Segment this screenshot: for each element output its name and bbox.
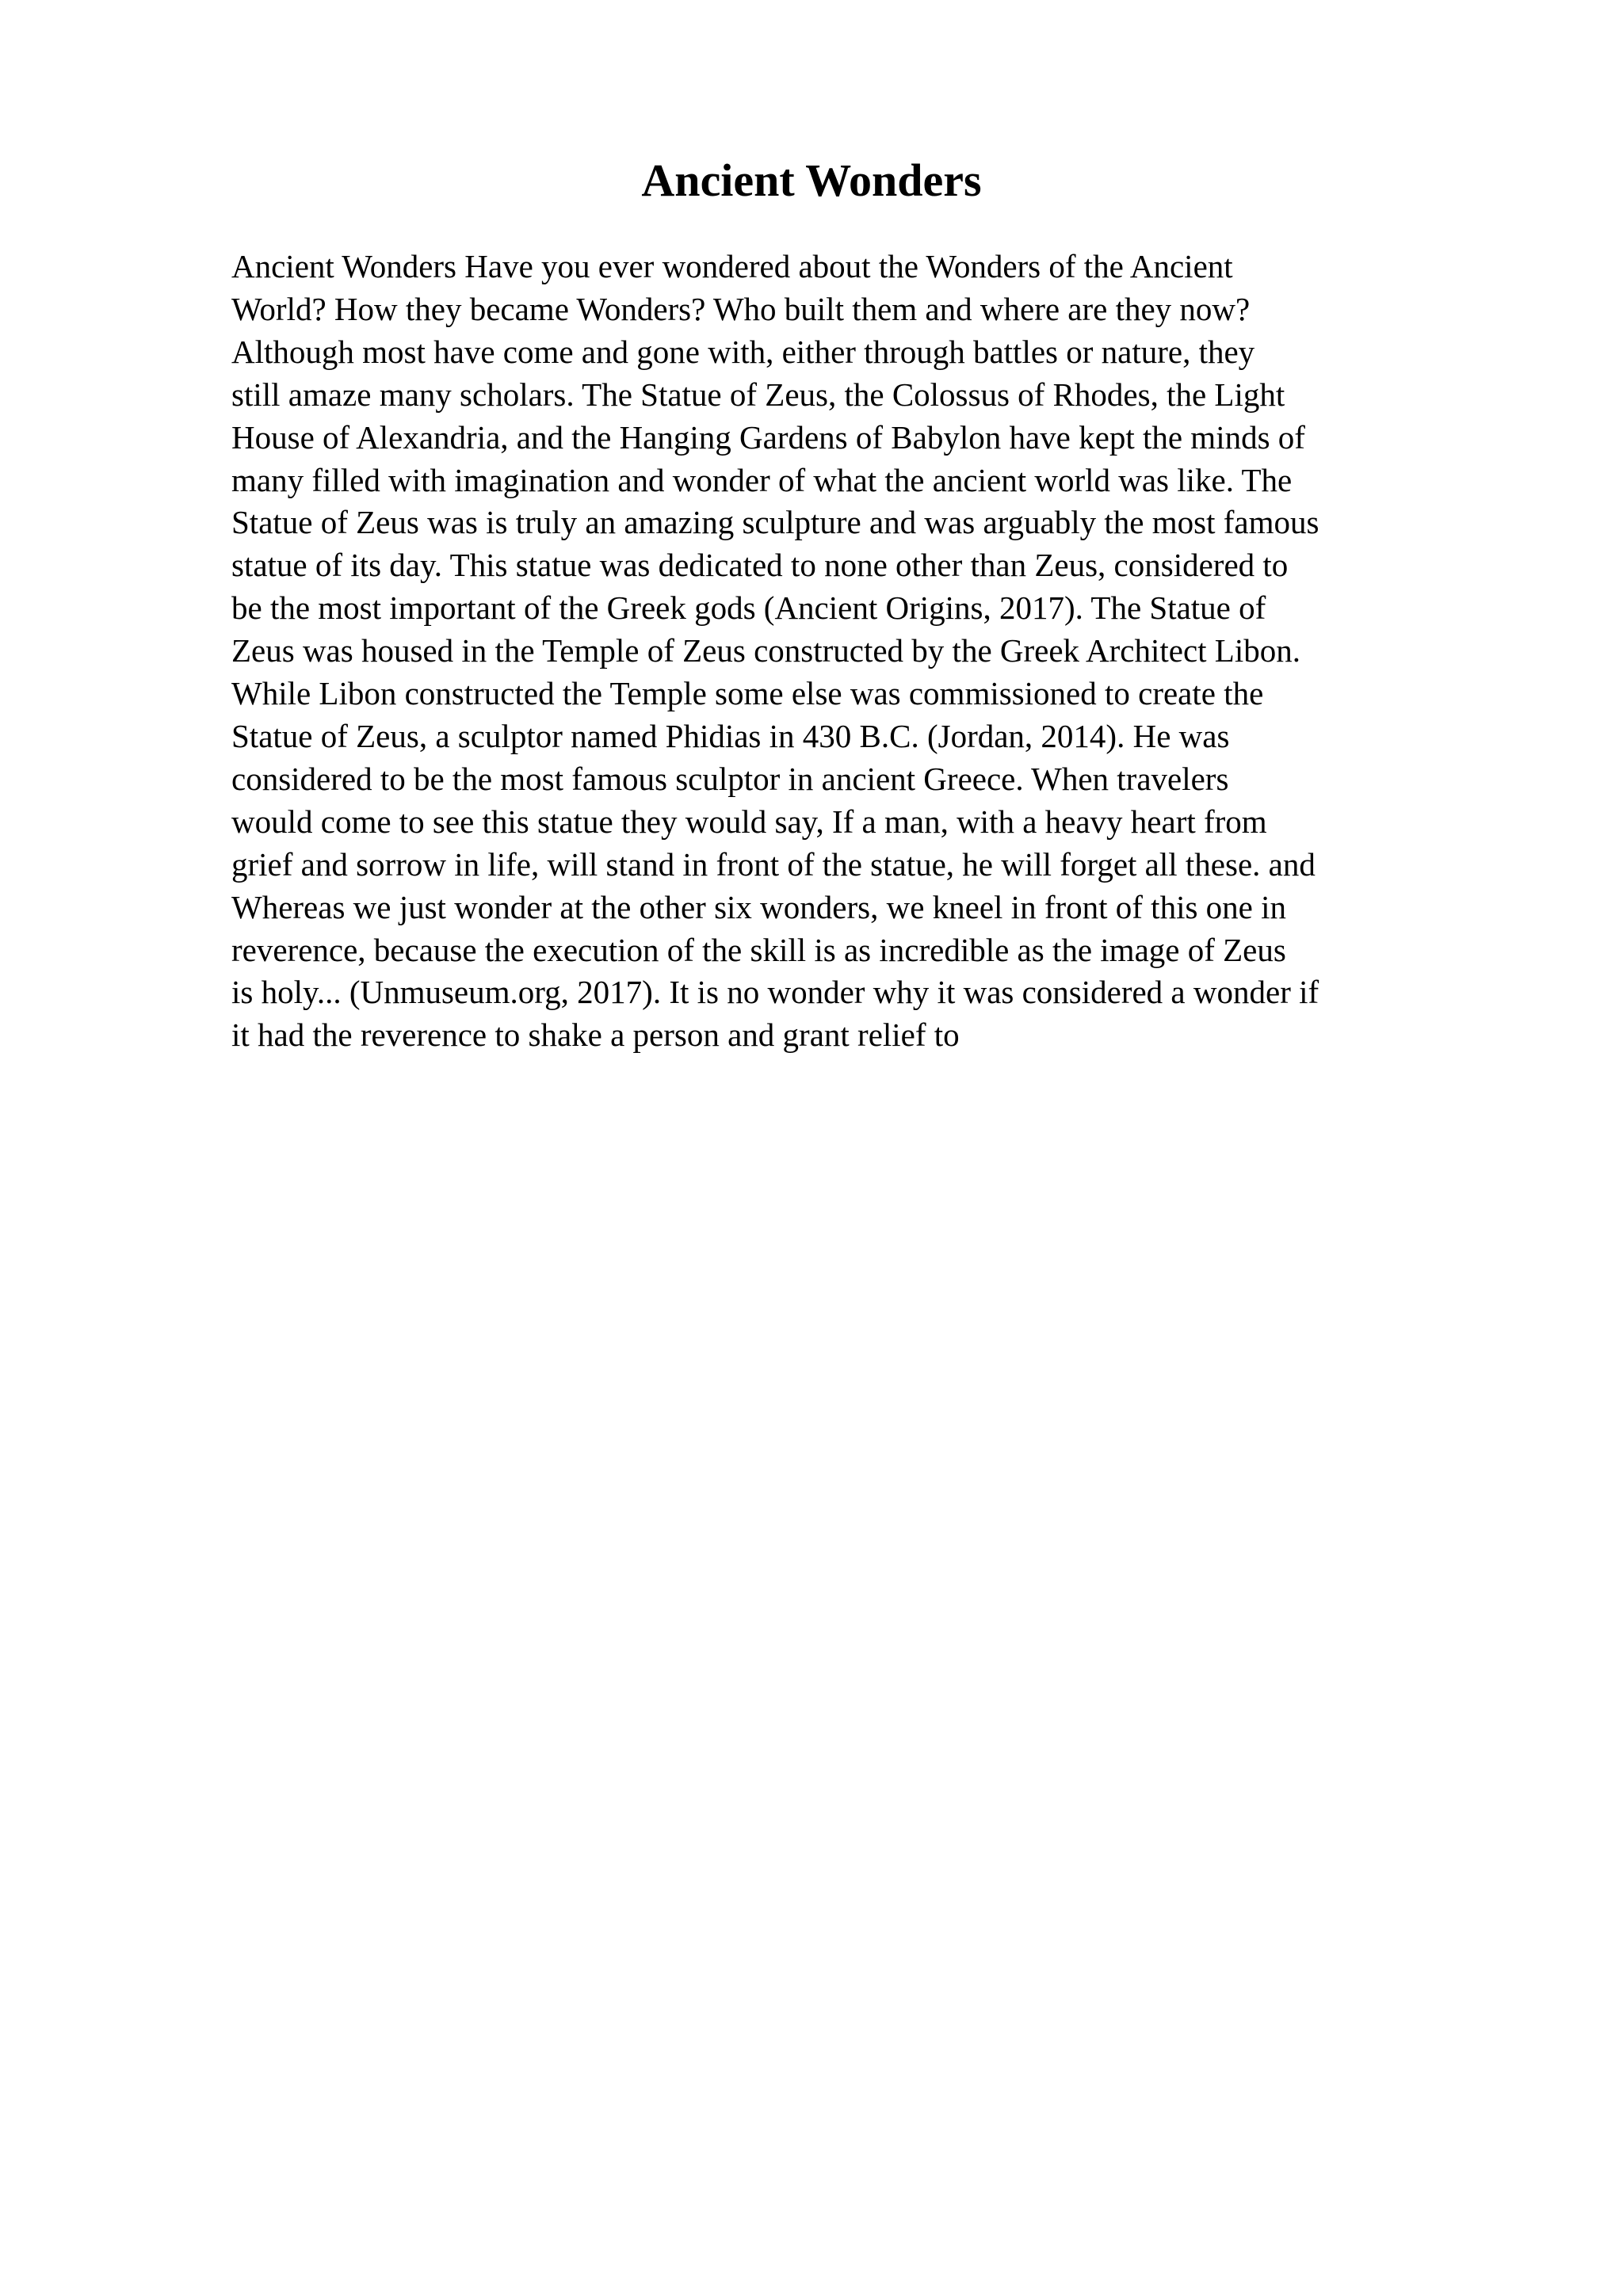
body-line: is holy... (Unmuseum.org, 2017). It is no wonder why it was considered a wonder if xyxy=(231,974,1319,1011)
body-line: Whereas we just wonder at the other six wonders, we kneel in front of this one in xyxy=(231,888,1286,925)
body-line: World? How they became Wonders? Who built them and where are they now? xyxy=(231,290,1251,327)
document-title: Ancient Wonders xyxy=(641,154,982,206)
body-line: House of Alexandria, and the Hanging Gardens of Babylon have kept the minds of xyxy=(231,418,1305,456)
body-line: would come to see this statue they would say, If a man, with a heavy heart from xyxy=(231,803,1267,840)
body-line: Although most have come and gone with, either through battles or nature, they xyxy=(231,333,1255,370)
document-body xyxy=(231,246,1499,1057)
body-line: many filled with imagination and wonder of what the ancient world was like. The xyxy=(231,461,1293,498)
body-line: Ancient Wonders Have you ever wondered about the Wonders of the Ancient xyxy=(231,248,1233,284)
body-line: Zeus was housed in the Temple of Zeus constructed by the Greek Architect Libon. xyxy=(231,632,1300,669)
body-line: Statue of Zeus was is truly an amazing sculpture and was arguably the most famous xyxy=(231,504,1319,541)
body-line: still amaze many scholars. The Statue of Zeus, the Colossus of Rhodes, the Light xyxy=(231,376,1285,413)
body-line: statue of its day. This statue was dedicated to none other than Zeus, considered to xyxy=(231,547,1289,584)
body-line: While Libon constructed the Temple some else was commissioned to create the xyxy=(231,675,1264,712)
body-line: grief and sorrow in life, will stand in front of the statue, he will forget all these. and xyxy=(231,845,1316,883)
body-line: Statue of Zeus, a sculptor named Phidias in 430 B.C. (Jordan, 2014). He was xyxy=(231,717,1230,754)
body-line: be the most important of the Greek gods (Ancient Origins, 2017). The Statue of xyxy=(231,589,1266,627)
body-line: considered to be the most famous sculptor in ancient Greece. When travelers xyxy=(231,760,1229,797)
body-line: it had the reverence to shake a person and grant relief to xyxy=(231,1016,960,1054)
body-line: reverence, because the execution of the skill is as incredible as the image of Zeus xyxy=(231,931,1286,968)
